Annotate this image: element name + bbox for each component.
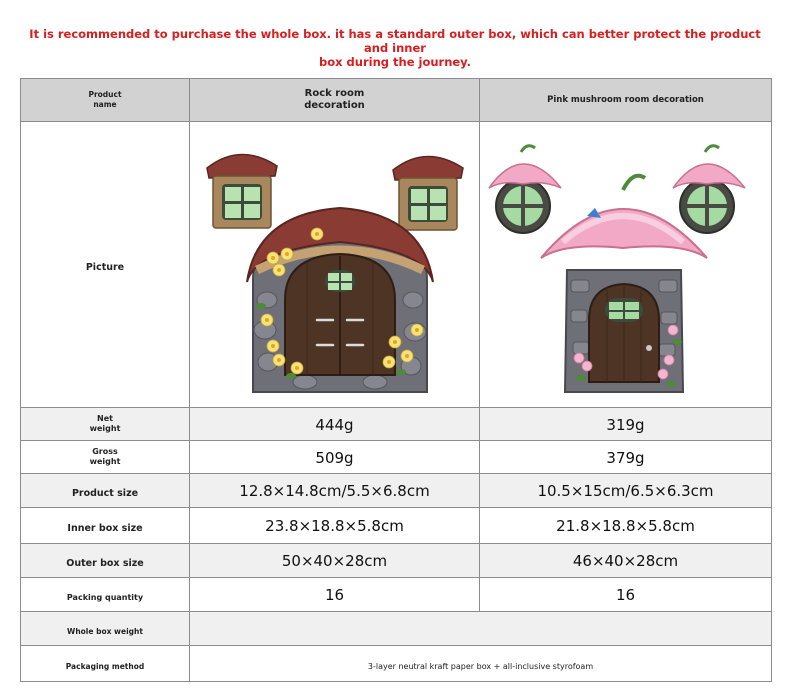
product-size-mushroom-value: 10.5×15cm/6.5×6.3cm: [537, 482, 714, 500]
packing-quantity-row: [21, 578, 772, 612]
outer-box-label: [21, 544, 190, 578]
fairy-door-mushroom-icon: [483, 130, 769, 400]
product-size-rock: [190, 474, 480, 508]
gross-weight-mushroom-value: 379g: [606, 448, 645, 467]
inner-box-rock-value: 23.8×18.8×5.8cm: [265, 517, 404, 535]
purchase-notice: [20, 27, 770, 69]
net-weight-label-2: weight: [89, 424, 121, 433]
packaging-method-label-text: Packaging method: [65, 662, 145, 671]
product-size-label: [21, 474, 190, 508]
outer-box-row: [21, 544, 772, 578]
product-size-row: [21, 474, 772, 508]
gross-weight-label: [21, 441, 190, 474]
packaging-method-row: [21, 646, 772, 682]
packing-quantity-label: [21, 578, 190, 612]
packaging-method-label: [21, 646, 190, 682]
inner-box-mushroom-value: 21.8×18.8×5.8cm: [556, 517, 695, 535]
spec-table: [20, 78, 772, 682]
outer-box-label-text: Outer box size: [66, 558, 144, 569]
gross-weight-rock-value: 509g: [315, 448, 354, 467]
header-col2-line1: Rock room: [304, 88, 365, 99]
header-col1-line1: Product: [88, 90, 122, 99]
outer-box-mushroom-value: 46×40×28cm: [572, 552, 679, 570]
rock-room-picture: [190, 122, 480, 408]
picture-label: [21, 122, 190, 408]
net-weight-rock: [190, 408, 480, 441]
mushroom-window-right-icon: [673, 145, 745, 232]
rock-window-right-icon: [393, 156, 463, 230]
whole-box-weight-label: [21, 612, 190, 646]
gross-weight-rock: [190, 441, 480, 474]
header-col3-label: Pink mushroom room decoration: [547, 95, 704, 105]
rock-main-door-icon: [247, 208, 433, 392]
packing-quantity-mushroom: [480, 578, 772, 612]
gross-weight-label-1: Gross: [92, 447, 118, 456]
gross-weight-row: [21, 441, 772, 474]
header-rock-room: [190, 79, 480, 122]
net-weight-label: [21, 408, 190, 441]
picture-label-text: Picture: [85, 262, 125, 273]
rock-window-left-icon: [207, 154, 277, 228]
mushroom-room-picture: [480, 122, 772, 408]
packaging-method-value-text: 3-layer neutral kraft paper box + all-inclusive styrofoam: [367, 662, 594, 671]
fairy-door-rock-icon: [195, 130, 475, 400]
header-col2-line2: decoration: [304, 100, 365, 111]
outer-box-mushroom: [480, 544, 772, 578]
outer-box-rock-value: 50×40×28cm: [281, 552, 388, 570]
net-weight-row: [21, 408, 772, 441]
net-weight-mushroom: [480, 408, 772, 441]
packing-quantity-label-text: Packing quantity: [66, 593, 144, 602]
header-col1-line2: name: [93, 100, 117, 109]
inner-box-label-text: Inner box size: [67, 523, 143, 534]
product-size-mushroom: [480, 474, 772, 508]
notice-line-2: box during the journey.: [319, 55, 471, 69]
outer-box-rock: [190, 544, 480, 578]
net-weight-mushroom-value: 319g: [606, 415, 645, 434]
product-size-label-text: Product size: [71, 488, 139, 499]
packing-quantity-rock: [190, 578, 480, 612]
header-mushroom-room: [480, 79, 772, 122]
net-weight-label-1: Net: [97, 414, 113, 423]
inner-box-row: [21, 508, 772, 544]
gross-weight-mushroom: [480, 441, 772, 474]
header-row: [21, 79, 772, 122]
notice-line-1: It is recommended to purchase the whole box. it has a standard outer box, which can better protect the product and inner: [29, 27, 761, 55]
header-product-name: [21, 79, 190, 122]
packing-quantity-mushroom-value: 16: [615, 586, 636, 604]
whole-box-weight-label-text: Whole box weight: [67, 627, 143, 636]
inner-box-rock: [190, 508, 480, 544]
inner-box-label: [21, 508, 190, 544]
inner-box-mushroom: [480, 508, 772, 544]
picture-row: [21, 122, 772, 408]
net-weight-rock-value: 444g: [315, 415, 354, 434]
packing-quantity-rock-value: 16: [324, 586, 345, 604]
whole-box-weight-value: [190, 612, 772, 646]
whole-box-weight-row: [21, 612, 772, 646]
gross-weight-label-2: weight: [89, 457, 121, 466]
mushroom-window-left-icon: [489, 145, 561, 232]
packaging-method-value: [190, 646, 772, 682]
product-size-rock-value: 12.8×14.8cm/5.5×6.8cm: [239, 482, 430, 500]
